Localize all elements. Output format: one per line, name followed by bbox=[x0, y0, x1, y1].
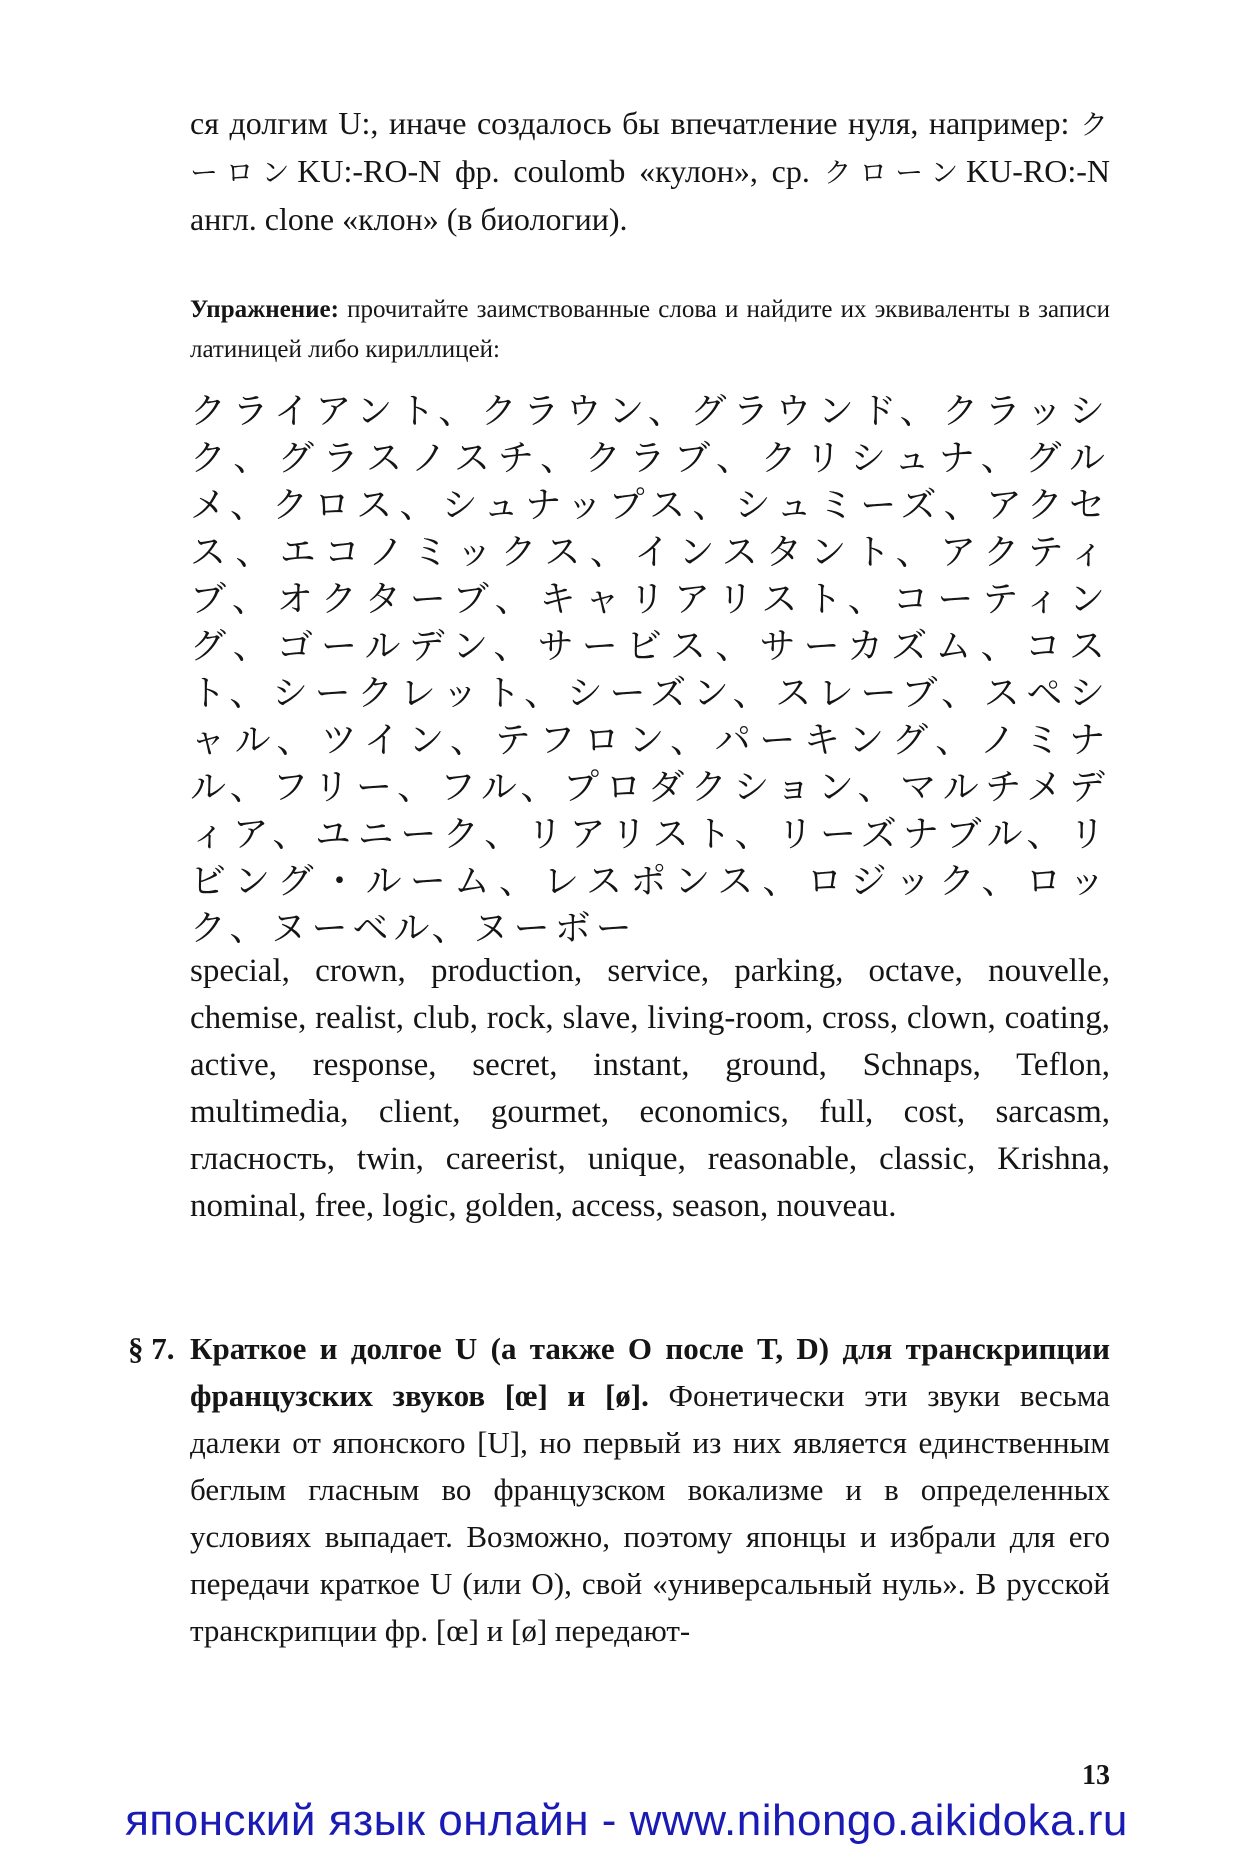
section-7 bbox=[128, 1325, 1110, 1654]
exercise-label: Упражнение: bbox=[190, 296, 339, 323]
exercise-instruction bbox=[190, 290, 1110, 370]
section-number: § 7. bbox=[128, 1331, 175, 1366]
intro-katakana-kuroon: クローン bbox=[823, 156, 967, 189]
intro-katakana-kuron: クーロン bbox=[190, 108, 1110, 189]
intro-romaji-kuroon: KU-RO:-N bbox=[966, 153, 1110, 189]
intro-text-c: англ. clone «клон» (в биологии). bbox=[190, 201, 628, 237]
intro-text-a: ся долгим U:, иначе создалось бы впечатление нуля, например: bbox=[190, 105, 1080, 141]
exercise-text: прочитайте заимствованные слова и найдите их эквиваленты в записи латиницей либо кириллицей: bbox=[190, 296, 1110, 363]
section-heading: Краткое и долгое U (а также O после T, D) для транскрипции французских звуков [œ] и [ø]. bbox=[190, 1331, 1110, 1413]
page-number: 13 bbox=[1082, 1760, 1110, 1791]
katakana-word-list: クライアント、クラウン、グラウンド、クラッシク、グラスノスチ、クラブ、クリシュナ、グルメ、クロス、シュナップス、シュミーズ、アクセス、エコノミックス、インスタント、アクティブ、オクターブ、キャリアリスト、コーティング、ゴールデン、サービス、サーカズム、コスト、シークレット、シーズン、スレーブ、スペシャル、ツイン、テフロン、パーキング、ノミナル、フリー、フル、プロダクション、マルチメディア、ユニーク、リアリスト、リーズナブル、リビング・ルーム、レスポンス、ロジック、ロック、ヌーベル、ヌーボー bbox=[190, 391, 1110, 949]
latin-word-list: special, crown, production, service, parking, octave, nouvelle, chemise, realist, club, rock, slave, living-room, cross, clown, coating, active, response, secret, instant, ground, Schnaps, Teflon, multimedia, client, gourmet, economics, full, cost, sarcasm, гласность, twin, careerist, unique, reasonable, classic, Krishna, nominal, free, logic, golden, access, season, nouveau. bbox=[190, 953, 1110, 1224]
intro-text-b: фр. coulomb «кулон», ср. bbox=[441, 153, 824, 189]
section-body bbox=[190, 1325, 1110, 1654]
website-footer-link[interactable]: японский язык онлайн - www.nihongo.aikidoka.ru bbox=[125, 1796, 1128, 1845]
intro-paragraph bbox=[190, 100, 1110, 242]
section-text: Фонетически эти звуки весьма далеки от японского [U], но первый из них является единственным беглым гласным во французском вокализме и в определенных условиях выпадает. Возможно, поэтому японцы и избрали для его передачи краткое U (или O), свой «универсальный нуль». В русской транскрипции фр. [œ] и [ø] передают- bbox=[190, 1378, 1110, 1648]
intro-romaji-kuron: KU:-RO-N bbox=[297, 153, 442, 189]
